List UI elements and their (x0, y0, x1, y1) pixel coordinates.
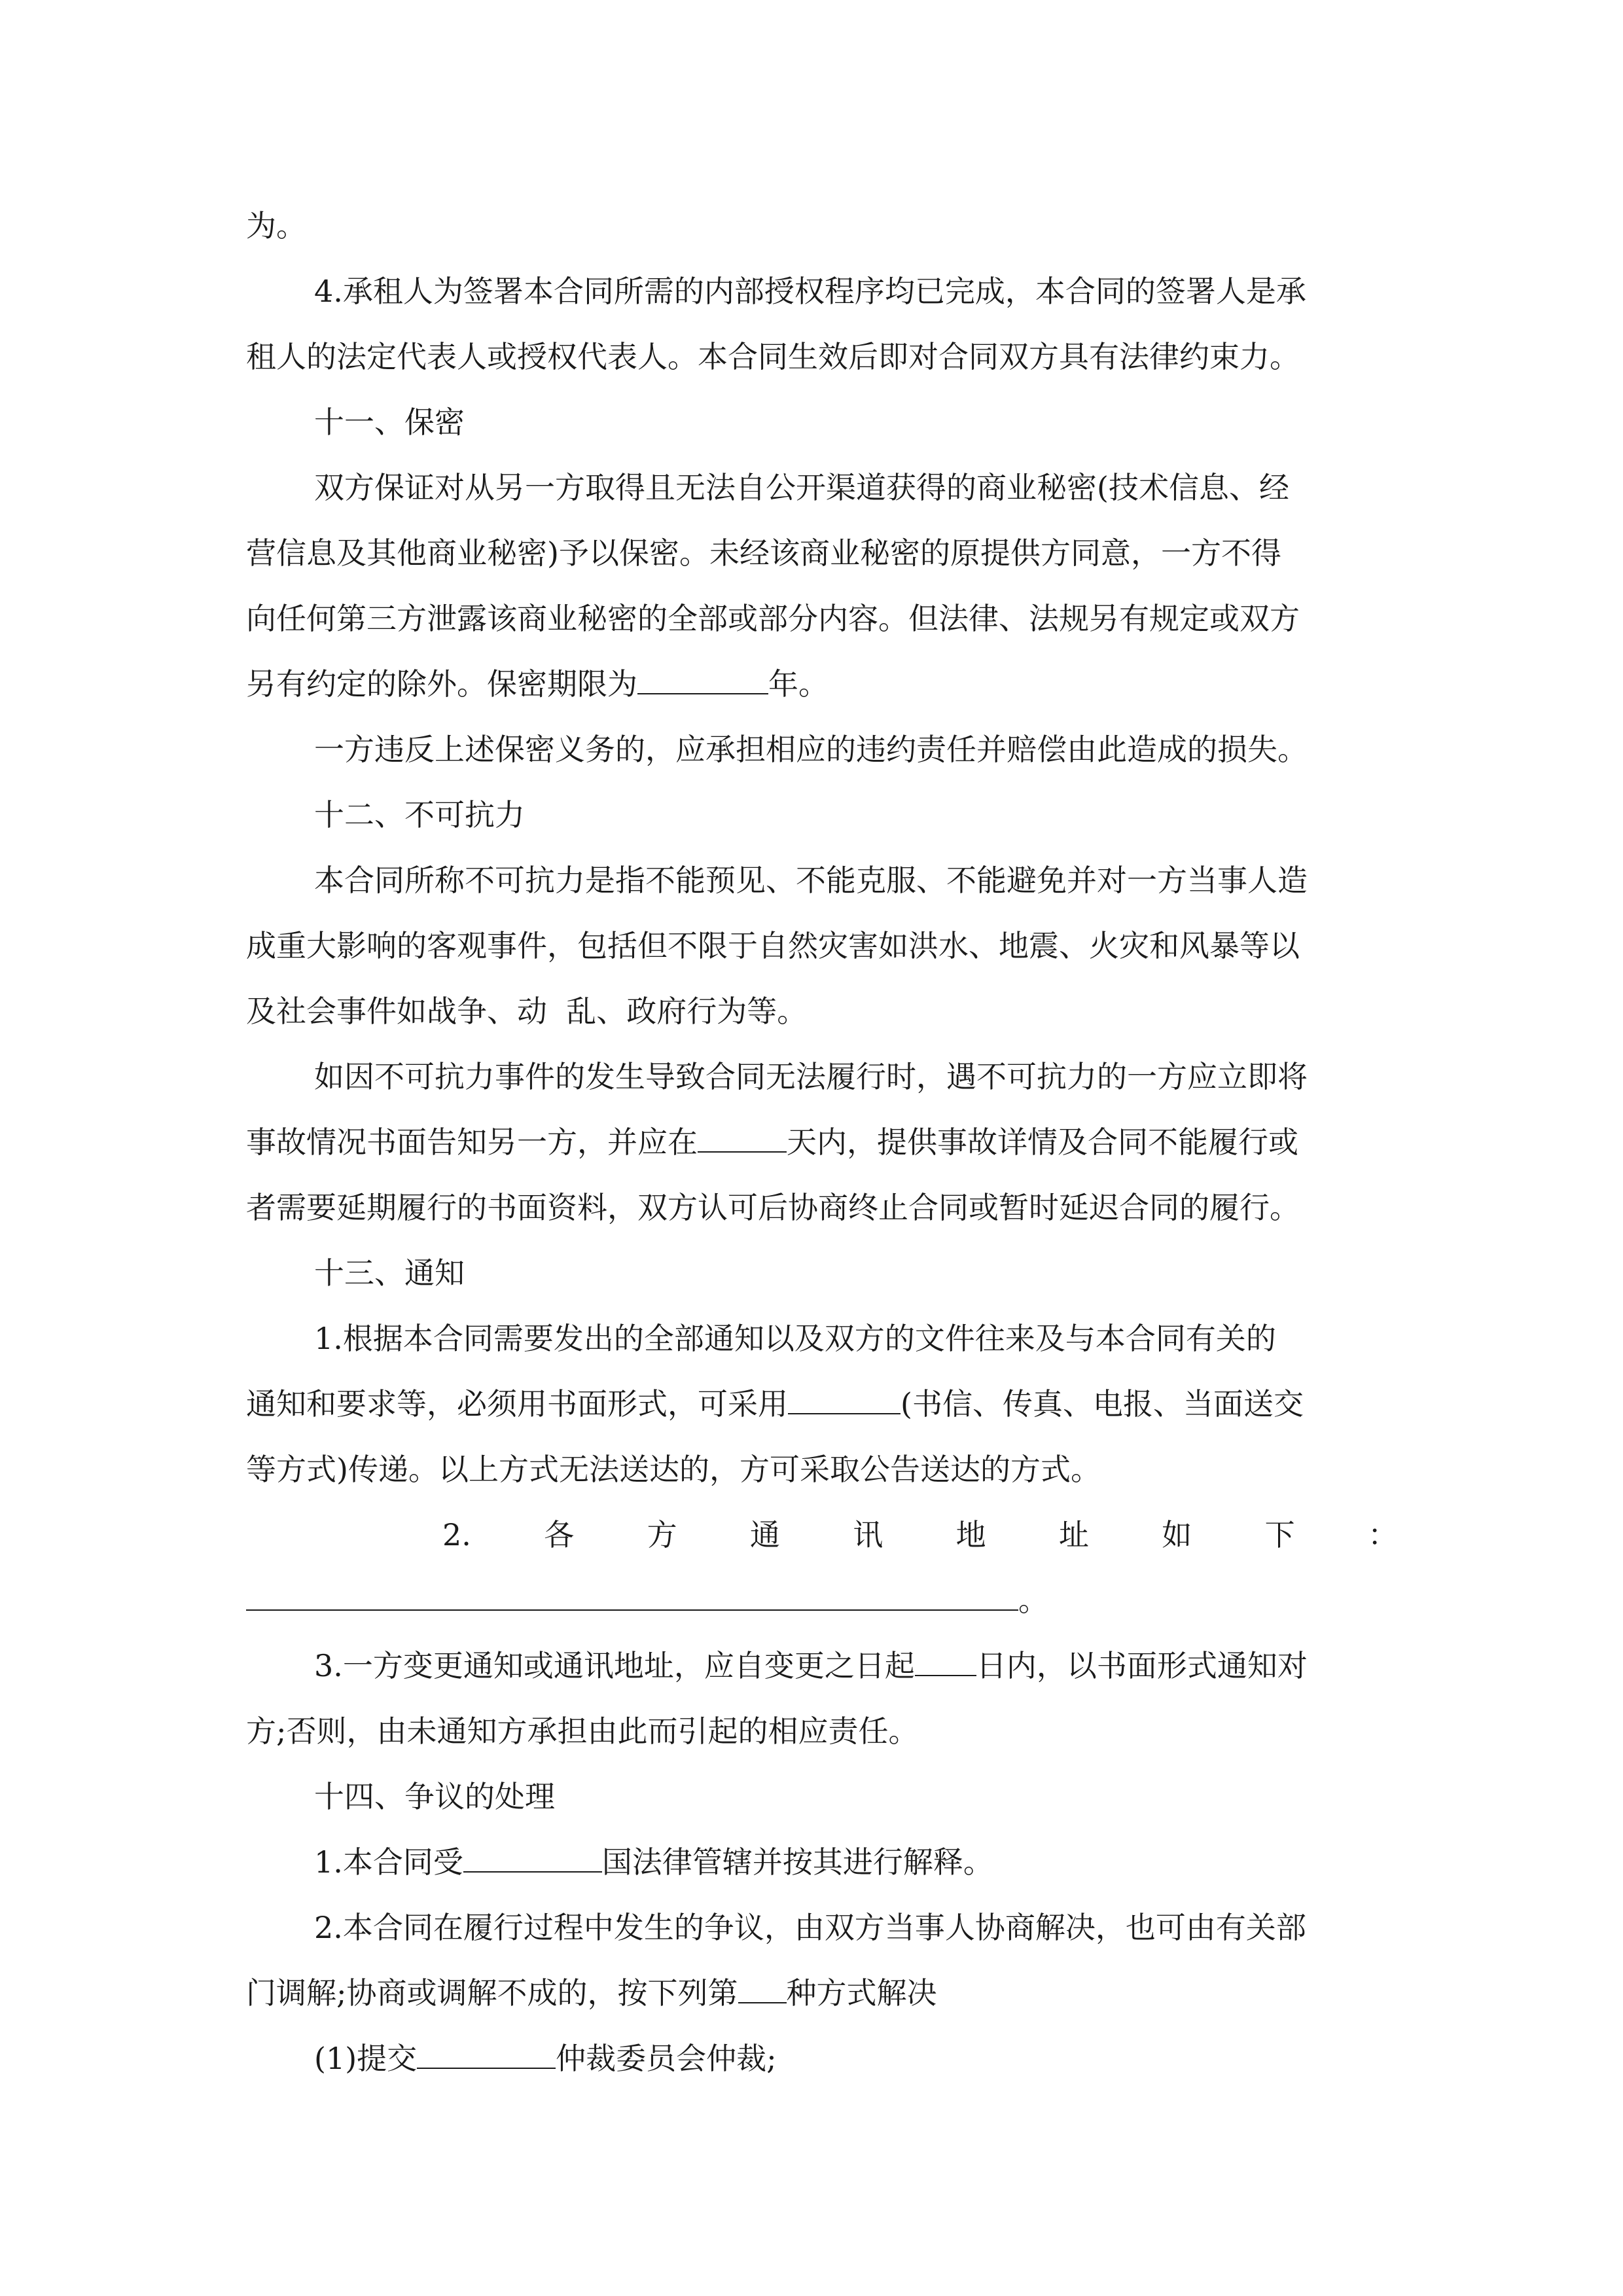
section-heading-confidentiality (246, 389, 1398, 455)
justified-char: 方 (647, 1517, 677, 1552)
text-line: 方;否则，由未通知方承担由此而引起的相应责任。 (246, 1713, 919, 1749)
text-line: 双方保证对从另一方取得且无法自公开渠道获得的商业秘密(技术信息、经 (314, 470, 1289, 505)
notice-days-blank (698, 1117, 787, 1153)
heading-text: 十一、保密 (314, 404, 465, 440)
text-line: 日内，以书面形式通知对 (976, 1648, 1308, 1683)
paragraph-line (246, 1437, 1398, 1502)
justified-char: 2. (442, 1517, 471, 1552)
delivery-method-blank (788, 1379, 901, 1414)
text-line: (书信、传真、电报、当面送交 (901, 1386, 1304, 1422)
text-line: (1)提交 (314, 2041, 418, 2076)
paragraph-line (246, 717, 1398, 782)
justified-char: 地 (955, 1517, 986, 1552)
paragraph-line (246, 1175, 1398, 1240)
heading-text: 十三、通知 (314, 1255, 465, 1291)
paragraph-line (246, 1568, 1398, 1633)
text-line: 者需要延期履行的书面资料，双方认可后协商终止合同或暂时延迟合同的履行。 (246, 1190, 1300, 1225)
paragraph-line (246, 1698, 1398, 1764)
text-line: 成重大影响的客观事件，包括但不限于自然灾害如洪水、地震、火灾和风暴等以 (246, 928, 1300, 963)
text-line: 4.承租人为签署本合同所需的内部授权程序均已完成，本合同的签署人是承 (314, 274, 1306, 309)
justified-char: 通 (749, 1517, 780, 1552)
text-line: 事故情况书面告知另一方，并应在 (246, 1124, 698, 1160)
paragraph-line (246, 1371, 1398, 1437)
paragraph-line (246, 913, 1398, 978)
arbitration-commission-blank (417, 2034, 556, 2069)
paragraph-line (246, 193, 1398, 259)
text-line: 。 (1018, 1583, 1048, 1618)
text-line: 向任何第三方泄露该商业秘密的全部或部分内容。但法律、法规另有规定或双方 (246, 601, 1300, 636)
paragraph-line (246, 1895, 1398, 1960)
justified-char: 各 (544, 1517, 575, 1552)
justified-char: 下 (1264, 1517, 1295, 1552)
text-line: 如因不可抗力事件的发生导致合同无法履行时，遇不可抗力的一方应立即将 (314, 1059, 1308, 1094)
section-heading-notice (246, 1240, 1398, 1306)
paragraph-line (246, 586, 1398, 651)
text-line: 等方式)传递。以上方式无法送达的，方可采取公告送达的方式。 (246, 1452, 1101, 1487)
resolution-method-number-blank (738, 1968, 787, 2003)
text-line: 营信息及其他商业秘密)予以保密。未经该商业秘密的原提供方同意，一方不得 (246, 535, 1281, 571)
justified-address-line (246, 1502, 1398, 1568)
paragraph-line (246, 848, 1398, 913)
justified-char: 址 (1058, 1517, 1089, 1552)
text-line: 通知和要求等，必须用书面形式，可采用 (246, 1386, 788, 1422)
paragraph-line (246, 520, 1398, 586)
paragraph-line (246, 1829, 1398, 1895)
text-line: 3.一方变更通知或通讯地址，应自变更之日起 (314, 1648, 915, 1683)
governing-country-blank (463, 1837, 602, 1873)
text-line: 年。 (768, 666, 829, 702)
text-line: 租人的法定代表人或授权代表人。本合同生效后即对合同双方具有法律约束力。 (246, 339, 1300, 374)
text-line: 1.根据本合同需要发出的全部通知以及双方的文件往来及与本合同有关的 (314, 1321, 1276, 1356)
text-line: 仲裁委员会仲裁; (556, 2041, 777, 2076)
justified-char: 如 (1162, 1517, 1192, 1552)
paragraph-line (246, 2026, 1398, 2091)
heading-text: 十四、争议的处理 (314, 1779, 555, 1814)
section-heading-dispute (246, 1764, 1398, 1829)
text-line: 另有约定的除外。保密期限为 (246, 666, 637, 702)
paragraph-line (246, 1306, 1398, 1371)
document-body (246, 193, 1398, 2091)
text-line: 国法律管辖并按其进行解释。 (601, 1844, 993, 1880)
text-line: 1.本合同受 (314, 1844, 463, 1880)
text-line: 及社会事件如战争、动 乱、政府行为等。 (246, 994, 808, 1029)
text-line: 2.本合同在履行过程中发生的争议，由双方当事人协商解决，也可由有关部 (314, 1910, 1306, 1945)
paragraph-line (246, 455, 1398, 520)
justified-char: 讯 (853, 1517, 883, 1552)
paragraph-line (246, 1960, 1398, 2026)
paragraph-line (246, 1109, 1398, 1175)
text-line: 天内，提供事故详情及合同不能履行或 (787, 1124, 1298, 1160)
change-notice-days-blank (915, 1641, 976, 1676)
text-line: 为。 (246, 208, 306, 243)
heading-text: 十二、不可抗力 (314, 797, 525, 833)
paragraph-line (246, 1633, 1398, 1698)
text-line: 一方违反上述保密义务的，应承担相应的违约责任并赔偿由此造成的损失。 (314, 732, 1308, 767)
paragraph-line (246, 1044, 1398, 1109)
text-line: 本合同所称不可抗力是指不能预见、不能克服、不能避免并对一方当事人造 (314, 863, 1308, 898)
address-blank (246, 1575, 1018, 1611)
text-line: 门调解;协商或调解不成的，按下列第 (246, 1975, 738, 2011)
paragraph-line (246, 259, 1398, 324)
confidentiality-years-blank (637, 659, 768, 694)
text-line: 种方式解决 (786, 1975, 937, 2011)
paragraph-line (246, 651, 1398, 717)
paragraph-line (246, 324, 1398, 389)
justified-char: ： (1367, 1517, 1398, 1552)
section-heading-force-majeure (246, 782, 1398, 848)
paragraph-line (246, 978, 1398, 1044)
